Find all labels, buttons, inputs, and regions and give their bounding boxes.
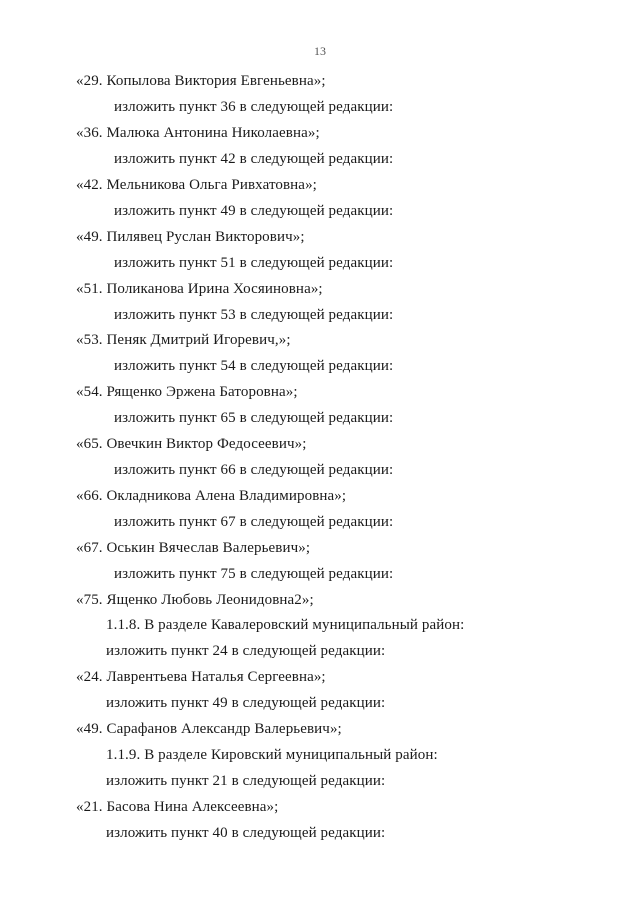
section-heading: 1.1.8. В разделе Кавалеровский муниципальный район: — [106, 617, 465, 633]
text-line: изложить пункт 24 в следующей редакции: — [106, 643, 386, 659]
text-line: «42. Мельникова Ольга Ривхатовна»; — [76, 177, 317, 193]
text-line: изложить пункт 49 в следующей редакции: — [106, 695, 386, 711]
text-line: «49. Пилявец Руслан Викторович»; — [76, 229, 305, 245]
text-line: «54. Рященко Эржена Баторовна»; — [76, 384, 298, 400]
text-line: изложить пункт 42 в следующей редакции: — [114, 151, 394, 167]
text-line: изложить пункт 66 в следующей редакции: — [114, 462, 394, 478]
section-heading: 1.1.9. В разделе Кировский муниципальный район: — [106, 747, 438, 763]
text-line: изложить пункт 65 в следующей редакции: — [114, 410, 394, 426]
text-line: изложить пункт 75 в следующей редакции: — [114, 566, 394, 582]
text-line: изложить пункт 21 в следующей редакции: — [106, 773, 386, 789]
text-line: изложить пункт 40 в следующей редакции: — [106, 825, 386, 841]
text-line: «66. Окладникова Алена Владимировна»; — [76, 488, 347, 504]
text-line: «36. Малюка Антонина Николаевна»; — [76, 125, 320, 141]
text-line: «53. Пеняк Дмитрий Игоревич,»; — [76, 332, 291, 348]
text-line: изложить пункт 54 в следующей редакции: — [114, 358, 394, 374]
text-line: «75. Ященко Любовь Леонидовна2»; — [76, 592, 314, 608]
text-line: «51. Поликанова Ирина Хосяиновна»; — [76, 281, 323, 297]
page-number: 13 — [314, 44, 326, 58]
text-line: изложить пункт 53 в следующей редакции: — [114, 307, 394, 323]
text-line: изложить пункт 67 в следующей редакции: — [114, 514, 394, 530]
text-line: «29. Копылова Виктория Евгеньевна»; — [76, 73, 326, 89]
text-line: изложить пункт 49 в следующей редакции: — [114, 203, 394, 219]
text-line: изложить пункт 36 в следующей редакции: — [114, 99, 394, 115]
text-line: «21. Басова Нина Алексеевна»; — [76, 799, 279, 815]
text-line: «24. Лаврентьева Наталья Сергеевна»; — [76, 669, 326, 685]
text-line: «49. Сарафанов Александр Валерьевич»; — [76, 721, 342, 737]
text-line: «65. Овечкин Виктор Федосеевич»; — [76, 436, 307, 452]
text-line: изложить пункт 51 в следующей редакции: — [114, 255, 394, 271]
text-line: «67. Оськин Вячеслав Валерьевич»; — [76, 540, 311, 556]
